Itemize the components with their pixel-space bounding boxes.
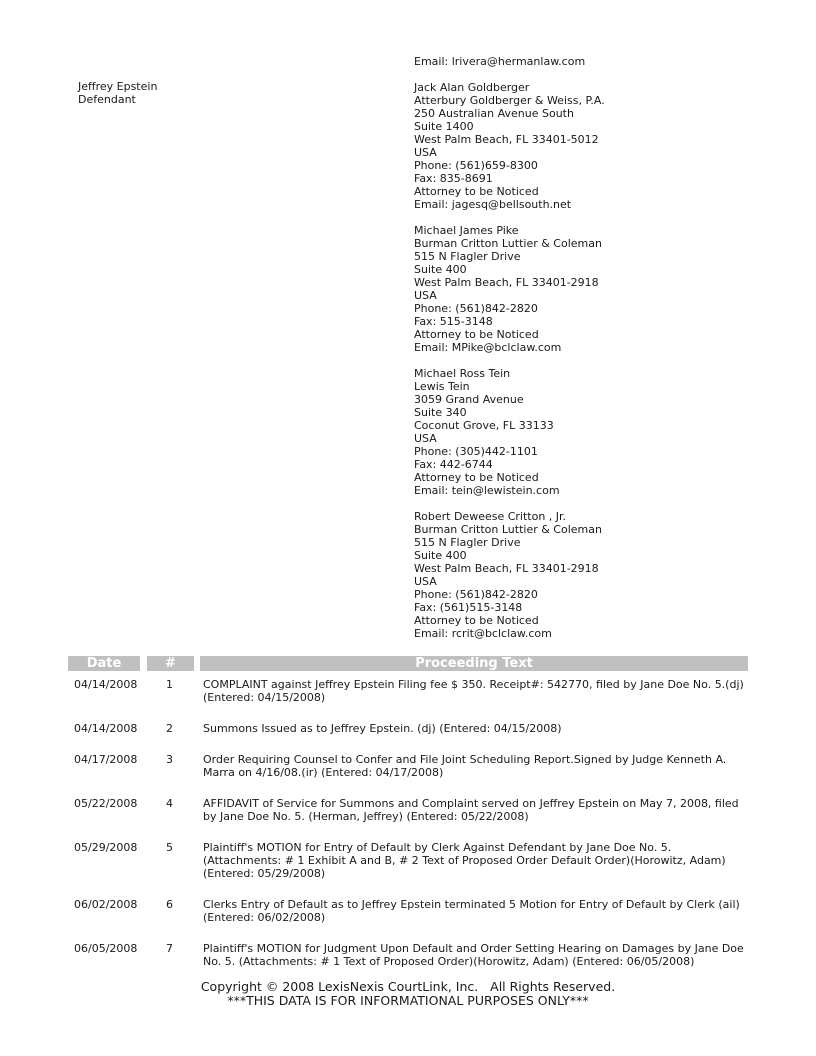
row-number: 7 xyxy=(166,942,173,955)
docket-table xyxy=(0,678,816,968)
attorney-block xyxy=(414,510,794,640)
table-row xyxy=(0,942,816,968)
footer xyxy=(0,980,816,1008)
row-text: Plaintiff's MOTION for Judgment Upon Default and Order Setting Hearing on Damages by Jane Doe No. 5. (Attachments: # 1 Text of Proposed Order)(Horowitz, Adam) (Entered: 06/05/2008) xyxy=(203,942,744,968)
attorney-block xyxy=(414,224,794,354)
attorney-line: West Palm Beach, FL 33401-5012 xyxy=(414,133,599,146)
row-text: COMPLAINT against Jeffrey Epstein Filing fee $ 350. Receipt#: 542770, filed by Jane Doe No. 5.(dj) (Entered: 04/15/2008) xyxy=(203,678,744,704)
attorney-block xyxy=(414,81,794,211)
attorney-list xyxy=(414,81,794,640)
row-date: 06/05/2008 xyxy=(74,942,138,955)
attorney-line: Phone: (561)842-2820 xyxy=(414,588,538,601)
row-number: 1 xyxy=(166,678,173,691)
attorney-line: 250 Australian Avenue South xyxy=(414,107,574,120)
attorney-line: Attorney to be Noticed xyxy=(414,614,539,627)
attorney-email: Email: lrivera@hermanlaw.com xyxy=(414,55,586,68)
row-date: 04/14/2008 xyxy=(74,722,138,735)
attorney-line: 3059 Grand Avenue xyxy=(414,393,524,406)
row-text: Plaintiff's MOTION for Entry of Default by Clerk Against Defendant by Jane Doe No. 5. (Attachments: # 1 Exhibit A and B, # 2 Text of Proposed Order Default Order)(Horowitz, Adam) (Entered: 05/29/2008) xyxy=(203,841,726,880)
attorney-line: Fax: 515-3148 xyxy=(414,315,493,328)
attorney-line: Burman Critton Luttier & Coleman xyxy=(414,237,602,250)
attorney-line: Suite 340 xyxy=(414,406,467,419)
copyright-text: Copyright © 2008 LexisNexis CourtLink, Inc. All Rights Reserved. xyxy=(200,979,616,994)
attorney-line: Atterbury Goldberger & Weiss, P.A. xyxy=(414,94,605,107)
attorney-line: Suite 1400 xyxy=(414,120,474,133)
header-proceeding-text: Proceeding Text xyxy=(200,656,748,671)
attorney-line: Suite 400 xyxy=(414,549,467,562)
party-block xyxy=(78,80,157,106)
row-text: AFFIDAVIT of Service for Summons and Complaint served on Jeffrey Epstein on May 7, 2008, filed by Jane Doe No. 5. (Herman, Jeffrey) (Entered: 05/22/2008) xyxy=(203,797,739,823)
attorney-block xyxy=(414,367,794,497)
attorney-line: Michael James Pike xyxy=(414,224,519,237)
party-name: Jeffrey Epstein xyxy=(78,80,158,93)
table-row xyxy=(0,898,816,924)
table-row xyxy=(0,841,816,880)
row-text: Order Requiring Counsel to Confer and File Joint Scheduling Report.Signed by Judge Kenneth A. Marra on 4/16/08.(ir) (Entered: 04/17/2008) xyxy=(203,753,727,779)
row-date: 05/29/2008 xyxy=(74,841,138,854)
attorney-line: 515 N Flagler Drive xyxy=(414,250,521,263)
attorney-line: Fax: 835-8691 xyxy=(414,172,493,185)
attorney-line: Fax: (561)515-3148 xyxy=(414,601,523,614)
row-number: 3 xyxy=(166,753,173,766)
attorney-line: Attorney to be Noticed xyxy=(414,328,539,341)
row-text: Clerks Entry of Default as to Jeffrey Epstein terminated 5 Motion for Entry of Default by Clerk (ail) (Entered: 06/02/2008) xyxy=(203,898,740,924)
table-row xyxy=(0,797,816,823)
attorney-line: Phone: (561)659-8300 xyxy=(414,159,538,172)
attorney-line: Email: jagesq@bellsouth.net xyxy=(414,198,572,211)
attorney-line: Michael Ross Tein xyxy=(414,367,511,380)
row-date: 04/17/2008 xyxy=(74,753,138,766)
attorney-line: Phone: (305)442-1101 xyxy=(414,445,538,458)
row-date: 06/02/2008 xyxy=(74,898,138,911)
attorney-line: Jack Alan Goldberger xyxy=(414,81,530,94)
row-number: 6 xyxy=(166,898,173,911)
attorney-line: 515 N Flagler Drive xyxy=(414,536,521,549)
attorney-line: Email: MPike@bclclaw.com xyxy=(414,341,562,354)
attorney-line: Attorney to be Noticed xyxy=(414,471,539,484)
row-number: 4 xyxy=(166,797,173,810)
attorney-line: Email: tein@lewistein.com xyxy=(414,484,560,497)
row-number: 2 xyxy=(166,722,173,735)
attorney-line: USA xyxy=(414,146,437,159)
attorney-line: Email: rcrit@bclclaw.com xyxy=(414,627,552,640)
row-date: 04/14/2008 xyxy=(74,678,138,691)
attorney-line: Burman Critton Luttier & Coleman xyxy=(414,523,602,536)
table-row xyxy=(0,678,816,704)
attorney-line: West Palm Beach, FL 33401-2918 xyxy=(414,276,599,289)
header-number: # xyxy=(147,656,194,671)
attorney-column xyxy=(414,55,794,640)
attorney-line: Fax: 442-6744 xyxy=(414,458,493,471)
table-row xyxy=(0,722,816,735)
row-date: 05/22/2008 xyxy=(74,797,138,810)
attorney-line: Robert Deweese Critton , Jr. xyxy=(414,510,567,523)
attorney-line: West Palm Beach, FL 33401-2918 xyxy=(414,562,599,575)
attorney-line: USA xyxy=(414,575,437,588)
attorney-line: Phone: (561)842-2820 xyxy=(414,302,538,315)
row-number: 5 xyxy=(166,841,173,854)
table-row xyxy=(0,753,816,779)
attorney-line: Attorney to be Noticed xyxy=(414,185,539,198)
attorney-line: Suite 400 xyxy=(414,263,467,276)
party-role: Defendant xyxy=(78,93,136,106)
disclaimer-text: ***THIS DATA IS FOR INFORMATIONAL PURPOSES ONLY*** xyxy=(227,993,589,1008)
header-date: Date xyxy=(68,656,140,671)
attorney-line: USA xyxy=(414,432,437,445)
attorney-line: Coconut Grove, FL 33133 xyxy=(414,419,554,432)
row-text: Summons Issued as to Jeffrey Epstein. (dj) (Entered: 04/15/2008) xyxy=(203,722,562,735)
attorney-line: Lewis Tein xyxy=(414,380,470,393)
attorney-line: USA xyxy=(414,289,437,302)
